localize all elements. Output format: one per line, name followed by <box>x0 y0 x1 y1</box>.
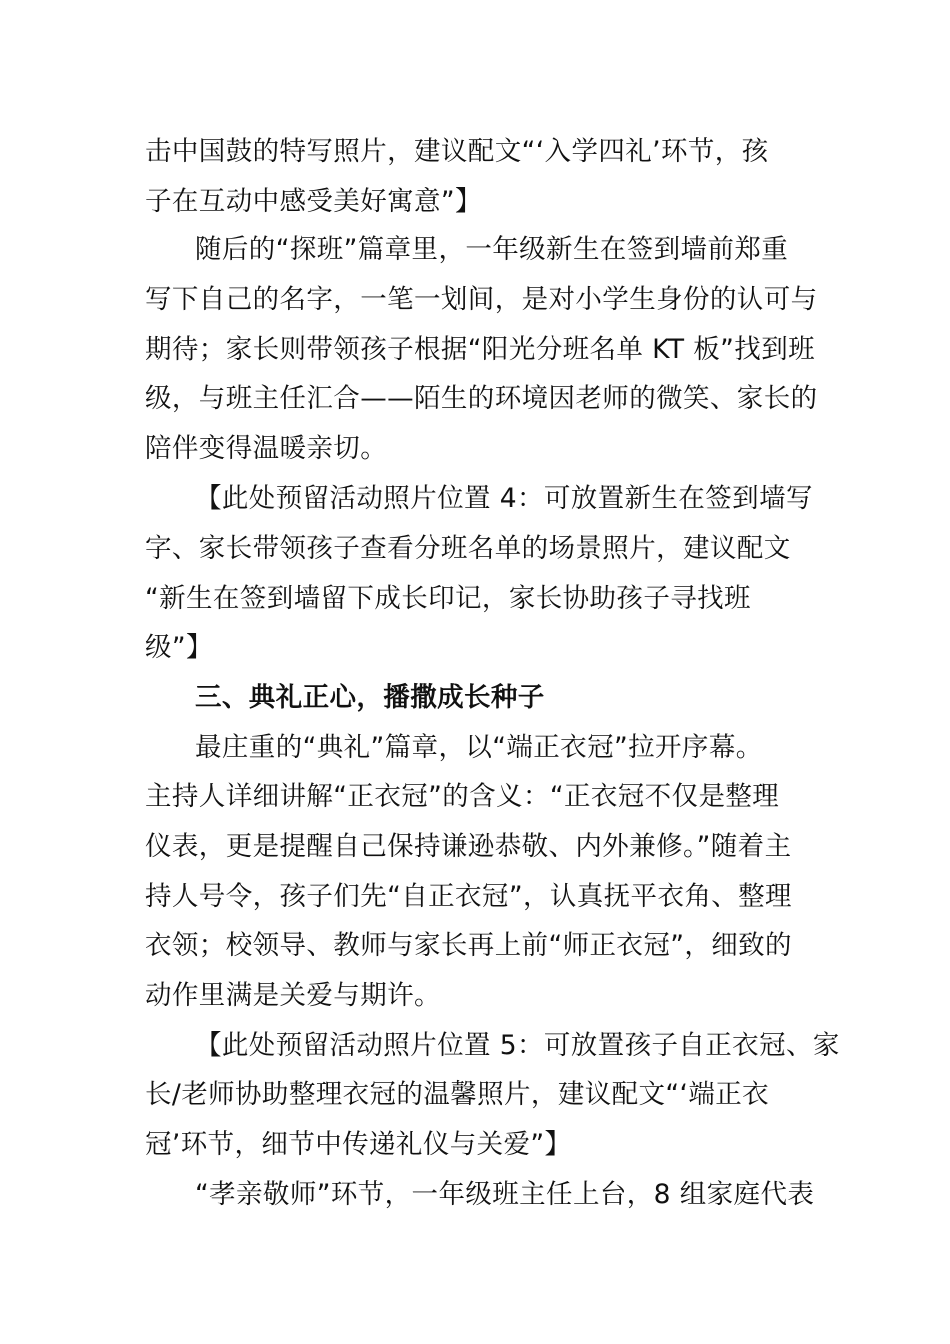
text-line: 长/老师协助整理衣冠的温馨照片，建议配文“‘端正衣 <box>145 1079 770 1110</box>
text-line: 仪表，更是提醒自己保持谦逊恭敬、内外兼修。”随着主 <box>145 831 792 862</box>
text-line: 子在互动中感受美好寓意”】 <box>145 186 482 217</box>
text-line: 主持人详细讲解“正衣冠”的含义：“正衣冠不仅是整理 <box>145 781 780 812</box>
text-line: 级，与班主任汇合——陌生的环境因老师的微笑、家长的 <box>145 383 818 414</box>
text-line: 衣领；校领导、教师与家长再上前“师正衣冠”，细致的 <box>145 930 792 961</box>
photo-placeholder-note: 【此处预留活动照片位置 4：可放置新生在签到墙写 <box>195 483 813 514</box>
paragraph-first-line: 随后的“探班”篇章里，一年级新生在签到墙前郑重 <box>195 234 789 265</box>
text-line: “新生在签到墙留下成长印记，家长协助孩子寻找班 <box>145 583 751 614</box>
text-line: 持人号令，孩子们先“自正衣冠”，认真抚平衣角、整理 <box>145 881 792 912</box>
text-line: 字、家长带领孩子查看分班名单的场景照片，建议配文 <box>145 533 791 564</box>
section-heading: 三、典礼正心，播撒成长种子 <box>195 682 545 713</box>
paragraph-first-line: 最庄重的“典礼”篇章，以“端正衣冠”拉开序幕。 <box>195 732 763 763</box>
text-line: 冠’环节，细节中传递礼仪与关爱”】 <box>145 1129 572 1160</box>
text-line: 动作里满是关爱与期许。 <box>145 980 441 1011</box>
photo-placeholder-note: 【此处预留活动照片位置 5：可放置孩子自正衣冠、家 <box>195 1030 840 1061</box>
text-line: 级”】 <box>145 632 213 663</box>
paragraph-first-line: “孝亲敬师”环节，一年级班主任上台，8 组家庭代表 <box>195 1179 815 1210</box>
text-line: 期待；家长则带领孩子根据“阳光分班名单 KT 板”找到班 <box>145 334 816 365</box>
text-line: 陪伴变得温暖亲切。 <box>145 433 388 464</box>
text-line: 击中国鼓的特写照片，建议配文“‘入学四礼’环节，孩 <box>145 136 769 167</box>
text-line: 写下自己的名字，一笔一划间，是对小学生身份的认可与 <box>145 284 818 315</box>
